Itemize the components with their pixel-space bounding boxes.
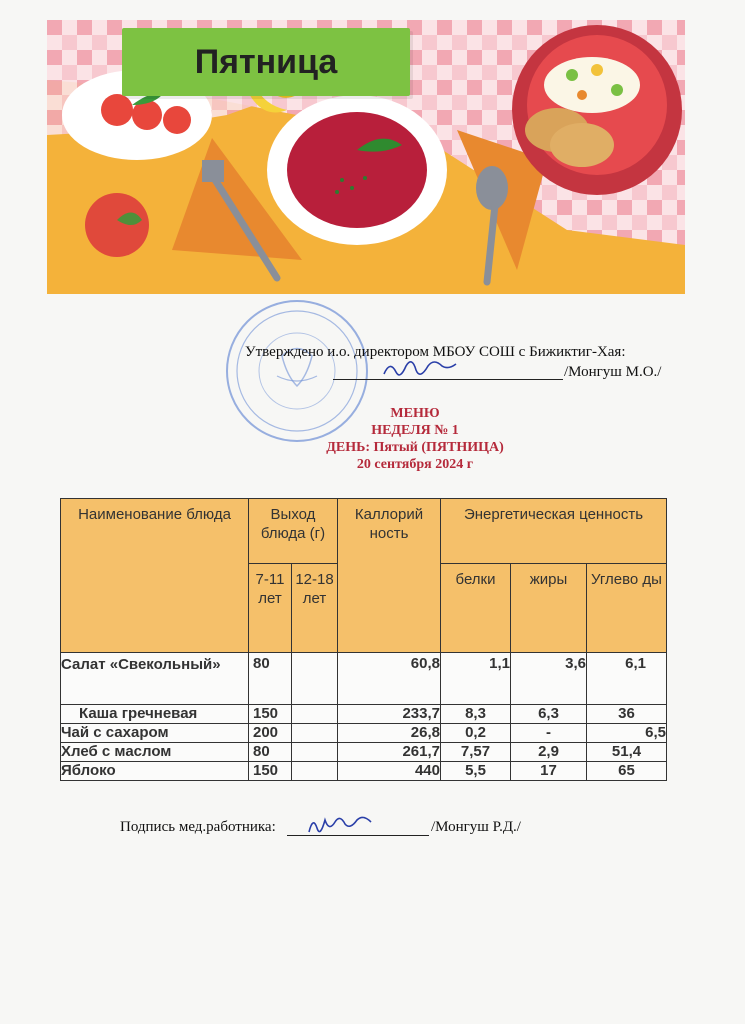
table-row — [61, 743, 667, 762]
medic-signature — [305, 812, 385, 840]
dish-name: Яблоко — [61, 762, 249, 781]
fats: 3,6 — [511, 653, 587, 705]
header-name: Наименование блюда — [61, 499, 249, 653]
approval-text: Утверждено и.о. директором МБОУ СОШ с Бижиктиг-Хая: — [245, 344, 626, 360]
menu-table — [60, 498, 667, 781]
proteins: 0,2 — [441, 724, 511, 743]
calories: 261,7 — [338, 743, 441, 762]
carbs: 6,1 — [587, 653, 667, 705]
table-row — [61, 653, 667, 705]
dish-name: Салат «Свекольный» — [61, 653, 249, 705]
carbs: 65 — [587, 762, 667, 781]
proteins: 8,3 — [441, 705, 511, 724]
yield-12-18 — [292, 762, 338, 781]
yield-7-11: 80 — [249, 653, 292, 705]
yield-7-11: 200 — [249, 724, 292, 743]
header-proteins: белки — [441, 564, 511, 653]
proteins: 7,57 — [441, 743, 511, 762]
yield-12-18 — [292, 653, 338, 705]
header-age-12-18: 12-18 лет — [292, 564, 338, 653]
table-row — [61, 705, 667, 724]
carbs: 51,4 — [587, 743, 667, 762]
director-name: /Монгуш М.О./ — [564, 364, 662, 380]
day-subtitle: ДЕНЬ: Пятый (ПЯТНИЦА) — [326, 440, 504, 455]
day-title: Пятница — [194, 42, 338, 81]
header-calories: Каллорий ность — [338, 499, 441, 653]
header-yield: Выход блюда (г) — [249, 499, 338, 564]
menu-title-block — [270, 405, 560, 473]
calories: 440 — [338, 762, 441, 781]
date-subtitle: 20 сентября 2024 г — [356, 457, 474, 472]
table-row — [61, 762, 667, 781]
table-row — [61, 724, 667, 743]
yield-7-11: 150 — [249, 705, 292, 724]
day-badge — [122, 28, 410, 96]
food-banner — [47, 20, 685, 294]
fats: 17 — [511, 762, 587, 781]
yield-7-11: 80 — [249, 743, 292, 762]
yield-12-18 — [292, 705, 338, 724]
calories: 60,8 — [338, 653, 441, 705]
director-signature — [380, 356, 460, 384]
fats: - — [511, 724, 587, 743]
carbs: 6,5 — [587, 724, 667, 743]
header-age-7-11: 7-11 лет — [249, 564, 292, 653]
fats: 6,3 — [511, 705, 587, 724]
menu-title: МЕНЮ — [390, 406, 440, 421]
yield-12-18 — [292, 724, 338, 743]
dish-name: Каша гречневая — [61, 705, 249, 724]
dish-name: Чай с сахаром — [61, 724, 249, 743]
calories: 26,8 — [338, 724, 441, 743]
yield-7-11: 150 — [249, 762, 292, 781]
header-energy: Энергетическая ценность — [441, 499, 667, 564]
proteins: 1,1 — [441, 653, 511, 705]
fats: 2,9 — [511, 743, 587, 762]
dish-name: Хлеб с маслом — [61, 743, 249, 762]
medic-name: /Монгуш Р.Д./ — [431, 819, 521, 835]
header-fats: жиры — [511, 564, 587, 653]
header-carbs: Углево ды — [587, 564, 667, 653]
proteins: 5,5 — [441, 762, 511, 781]
yield-12-18 — [292, 743, 338, 762]
carbs: 36 — [587, 705, 667, 724]
week-title: НЕДЕЛЯ № 1 — [371, 423, 459, 438]
medic-signature-label: Подпись мед.работника: — [120, 819, 276, 835]
calories: 233,7 — [338, 705, 441, 724]
